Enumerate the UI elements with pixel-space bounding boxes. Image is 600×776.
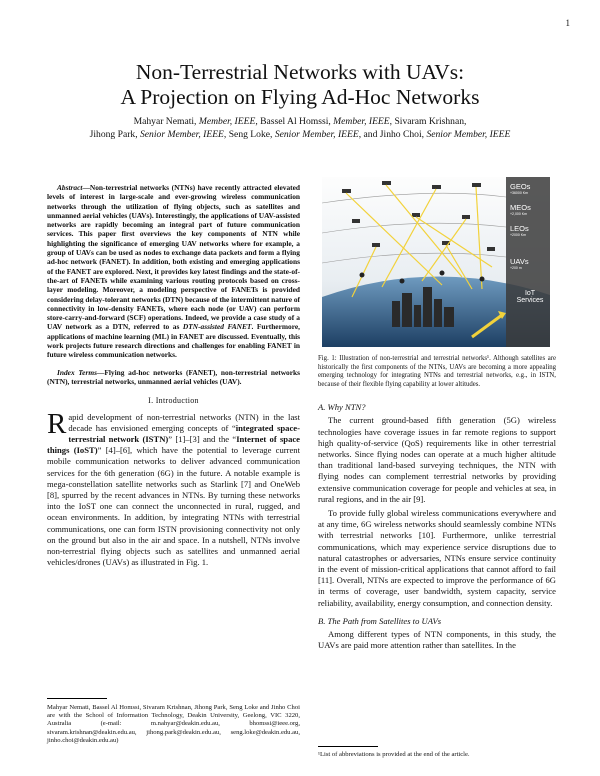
author-6: , and Jinho Choi, (358, 129, 427, 140)
abstract-text-2: . Furthermore, applications of machine learning (ML) in FANET are discussed. Eventually, this work projects future research directions and challenges for enabling FANET in future wireless communication networks. (47, 322, 300, 360)
right-column (318, 355, 556, 651)
intro-paragraph (47, 407, 300, 569)
footnote-abbreviations: ¹List of abbreviations is provided at the end of the article. (318, 751, 470, 758)
author-5-role: Senior Member, IEEE (274, 129, 359, 140)
left-column (47, 183, 300, 568)
author-list (40, 115, 560, 141)
footnote-rule-right (318, 746, 378, 747)
label-uavs: UAVs (510, 257, 529, 266)
why-ntn-paragraph-2: To provide fully global wireless communications everywhere and at any time, 6G wireless networks should seamlessly combine NTNs with terrestrial networks [10]. Furthermore, unlike terrestrial communications, which may experience service disruptions due to natural catastrophes or adversaries, NTNs ensure service continuity in the event of mission-critical applications that cannot afford to fail [11]. Overall, NTNs are expected to improve the performance of 6G in terms of coverage, user bandwidth, system capacity, service reliability, availability, energy consumption, and connection density. (318, 507, 556, 608)
label-geo-alt: +36000 Km (510, 191, 528, 195)
dropcap: R (47, 407, 67, 440)
author-6-role: Senior Member, IEEE (426, 129, 511, 140)
label-meos: MEOs (510, 203, 531, 212)
author-3: , Sivaram Krishnan, (389, 116, 467, 127)
subsection-heading-a: A. Why NTN? (318, 402, 366, 412)
intro-istn: integrated space-terrestrial network (ISTN) (68, 422, 300, 444)
label-iot: IoT (524, 290, 536, 297)
title-line-1: Non-Terrestrial Networks with UAVs: (135, 60, 465, 84)
label-meo-alt: +2,000 Km (510, 212, 528, 216)
abstract-text: —Non-terrestrial networks (NTNs) have recently attracted elevated levels of interest in large-scale and ever-growing wireless communication networks through the utilization of flying objects, such as satellites and unmanned aerial vehicles (UAVs). Interestingly, the applications of UAV-assisted networks are rapidly becoming an integral part of future communication services. This paper first overviews the key components of NTN while highlighting the significance of emerging UAV networks where for example, a group of UAVs can be used as nodes to exchange data packets and form a flying ad-hoc network (FANET). In addition, both existing and emerging applications of the FANET are explored. Next, it provides key latest findings and the state-of-the-art of FANETs while examining various routing protocols based on cross-layer modeling. Moreover, a modeling perspective of FANETs is provided considering delay-tolerant networks (DTN) because of the intermittent nature of connectivity in low-density FANETs, where each node (or UAV) can perform store-carry-and-forward (SCF) operations. Indeed, we provide a case study of a UAV network as a DTN, referred to as (47, 183, 300, 332)
author-4: Jihong Park, (89, 129, 140, 140)
subsection-heading-b: B. The Path from Satellites to UAVs (318, 615, 442, 626)
footnote-affiliation: Mahyar Nemati, Bassel Al Homssi, Sivaram Krishnan, Jihong Park, Seng Loke and Jinho Choi are with the School of Information Technology, Deakin University, Geelong, VIC 3220, Australia (e-mail: m.nahyar@deakin.edu.au, bhomssi@ieee.org, sivaram.krishnan@deakin.edu.au, jihong.park@deakin.edu.au, seng.loke@deakin.edu.au, jinho.choi@deakin.edu.au) (47, 704, 300, 744)
author-2: , Bassel Al Homssi, (255, 116, 334, 127)
orbit-labels (510, 182, 550, 304)
abstract (47, 183, 300, 360)
author-4-role: Senior Member, IEEE (140, 129, 224, 140)
intro-text-a: apid development of non-terrestrial networks (NTN) in the last decade has envisioned emerging concepts of “ (68, 411, 300, 433)
paper-title (0, 60, 600, 110)
intro-text-c: ” [1]–[3] and the “ (168, 433, 237, 444)
label-services: Services (516, 297, 544, 304)
abstract-dtn-term: DTN-assisted FANET (182, 322, 252, 332)
index-terms-label: Index Terms (57, 367, 97, 377)
why-ntn-paragraph-1: The current ground-based fifth generation (5G) wireless technologies have coverage issues in far remote regions to support high quality-of-service (QoS) requirements like in other terrestrial networks. Since flying nodes can operate at a much higher altitude than traditional land-based surveying techniques, the NTN with flying nodes can complement terrestrial networks by providing extensive communication coverage for people and vehicles at sea, in rural regions, and in the air [9]. (318, 415, 556, 504)
author-5: , Seng Loke, (223, 129, 275, 140)
author-2-role: Member, IEEE (333, 116, 390, 127)
footnote-rule-left (47, 698, 107, 699)
intro-text-e: ” [4]–[6], which have the potential to leverage current mobile communication networks to deliver advanced communication services for the 6th generation (6G) in the future. A notable example is mega-constellation satellite networks such as Starlink [7] and OneWeb [8], spurred by the recent advances in NTNs. By turning these networks into the IoST one can connect the unconnected in rural, rugged, and ocean environments. In addition, by integrating NTNs with terrestrial communications, one can form ISTN provisioning connectivity not only on the ground but also in the air and space. In a nutshell, NTNs involve non-terrestrial flying objects such as satellites and unmanned aerial vehicles/drones (UAVs) as illustrated in Fig. 1. (47, 445, 300, 568)
label-uav-alt: +200 m (510, 266, 522, 270)
abstract-label: Abstract (57, 183, 83, 192)
title-line-2: A Projection on Flying Ad-Hoc Networks (120, 85, 480, 109)
index-terms (47, 368, 300, 387)
label-geos: GEOs (510, 182, 531, 191)
author-1: Mahyar Nemati, (133, 116, 199, 127)
figure-1 (322, 177, 550, 347)
author-1-role: Member, IEEE (198, 116, 256, 127)
label-leo-alt: +2000 Km (510, 233, 527, 237)
figure-caption: Fig. 1: Illustration of non-terrestrial and terrestrial networks¹. Although satellites are historically the first components of the NTNs, UAVs are becoming a more appealing emerging technology for integrating NTNs and terrestrial networks, e.g., in ISTN, because of their flexible flying capability at lower altitudes. (318, 355, 556, 388)
section-heading-introduction: I. Introduction (148, 396, 199, 406)
page-number: 1 (565, 18, 570, 28)
index-terms-text: —Flying ad-hoc networks (FANET), non-terrestrial networks (NTN), terrestrial networks, unmanned aerial vehicles (UAV). (47, 367, 301, 386)
intro-iost: Internet of space things (IoST) (47, 433, 300, 456)
path-paragraph: Among different types of NTN components, in this study, the UAVs are paid more attention rather than satellites. In the (318, 629, 556, 651)
label-leos: LEOs (510, 224, 529, 233)
